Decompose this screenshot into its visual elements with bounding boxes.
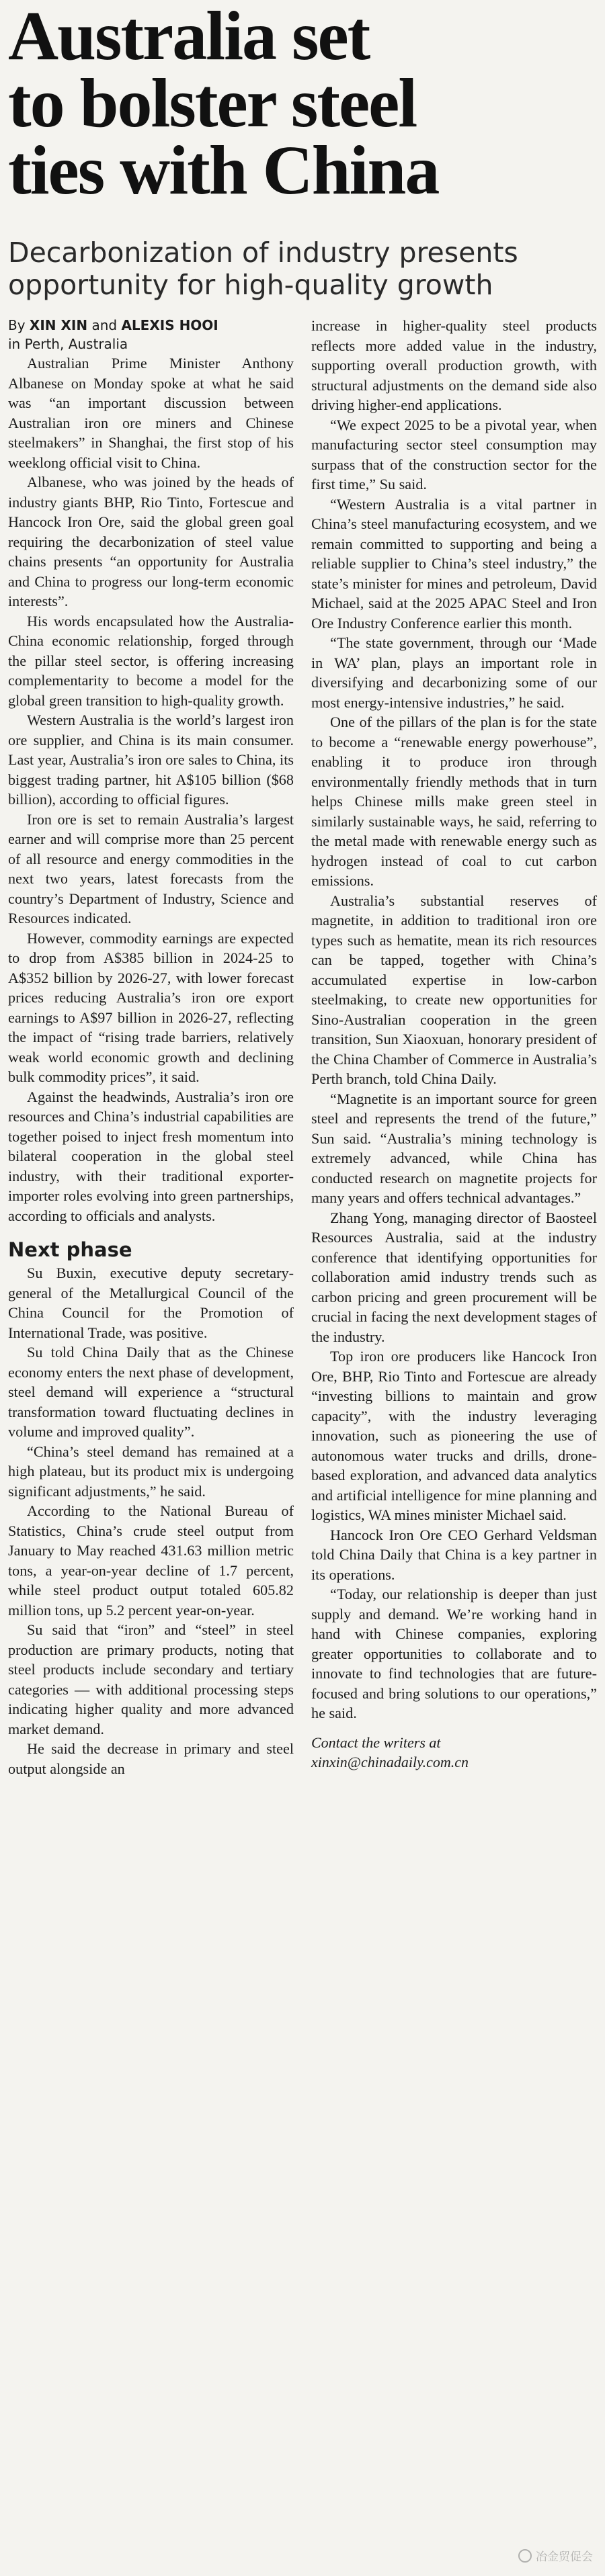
body-paragraph: Iron ore is set to remain Australia’s largest earner and will comprise more than 25 percent of all resource and energy commodities in the next two years, latest forecasts from the country’s Department of Industry, Science and Resources indicated. [8, 810, 294, 927]
byline-prefix: By [8, 317, 26, 333]
body-paragraph: “We expect 2025 to be a pivotal year, when manufacturing sector steel consumption may surpass that of the construction sector for the first time,” Su said. [311, 416, 597, 492]
body-paragraph: However, commodity earnings are expected to drop from A$385 billion in 2024-25 to A$352 billion by 2026-27, with lower forecast prices reducing Australia’s iron ore export earnings to A$97 billion in 2026-27, reflecting the impact of “rising trade barriers, relatively weak world economic growth and declining bulk commodity prices”, it said. [8, 929, 294, 1085]
subheadline-line: opportunity for high-quality growth [8, 269, 493, 301]
subheadline [8, 237, 597, 301]
watermark [518, 2547, 593, 2564]
body-paragraph: “Today, our relationship is deeper than just supply and demand. We’re working hand in hand with Chinese companies, exploring greater opportunities to collaborate and to innovate to find technologies that are future-focused and bring solutions to our operations,” he said. [311, 1586, 597, 1721]
body-paragraph: Top iron ore producers like Hancock Iron Ore, BHP, Rio Tinto and Fortescue are already “investing billions to maintain and grow capacity”, with the industry leveraging innovation, such as pioneering the use of autonomous water trucks and drills, drone-based exploration, and advanced data analytics and artificial intelligence for mine planning and logistics, WA mines minister Michael said. [311, 1348, 597, 1523]
body-paragraph: Su Buxin, executive deputy secretary-general of the Metallurgical Council of the China Council for the Promotion of International Trade, was positive. [8, 1264, 294, 1341]
body-paragraph: He said the decrease in primary and steel output alongside an [8, 1740, 294, 1777]
right-column [311, 316, 597, 1778]
byline-conjunction: and [91, 317, 118, 333]
left-column [8, 316, 294, 1778]
body-paragraph: His words encapsulated how the Australia-China economic relationship, forged through the pillar steel sector, is offering increasing complementarity to become a model for the global green transition to high-quality growth. [8, 612, 294, 709]
body-paragraph: “China’s steel demand has remained at a high plateau, but its product mix is undergoing significant adjustments,” he said. [8, 1443, 294, 1500]
body-paragraph: Zhang Yong, managing director of Baosteel Resources Australia, said at the industry conference that identifying opportunities for collaboration amid industry trends such as carbon pricing and green procurement will be crucial in facing the next development stages of the industry. [311, 1209, 597, 1345]
body-paragraph: increase in higher-quality steel products reflects more added value in the industry, supporting overall production growth, with structural adjustments on the demand side also driving higher-end applications. [311, 317, 597, 413]
contact-line [311, 1733, 597, 1772]
headline-line: Australia set [8, 0, 370, 75]
body-paragraph: Hancock Iron Ore CEO Gerhard Veldsman told China Daily that China is a key partner in its operations. [311, 1526, 597, 1583]
headline-line: ties with China [8, 132, 439, 209]
byline-author-2: ALEXIS HOOI [121, 317, 218, 333]
body-paragraph: Australian Prime Minister Anthony Albanese on Monday spoke at what he said was “an important discussion between Australian iron ore miners and Chinese steelmakers” in Shanghai, the first stop of his weeklong official visit to China. [8, 355, 294, 471]
subheadline-line: Decarbonization of industry presents [8, 237, 518, 269]
body-paragraph: One of the pillars of the plan is for the state to become a “renewable energy powerhouse”, enabling it to produce iron through environmentally friendly methods that in turn helps Chinese mills make green steel in similarly sustainable ways, he said, referring to the metal made with renewable energy such as hydrogen instead of coal to cut carbon emissions. [311, 714, 597, 889]
body-paragraph: “Magnetite is an important source for green steel and represents the trend of the future,” Sun said. “Australia’s mining technology is extremely advanced, while China has conducted research on magnetite projects for many years and offers technical advantages.” [311, 1090, 597, 1206]
watermark-logo-icon [518, 2549, 532, 2563]
byline [8, 316, 294, 335]
headline-line: to bolster steel [8, 65, 417, 142]
headline [8, 0, 597, 209]
body-paragraph: Su told China Daily that as the Chinese economy enters the next phase of development, steel demand will experience a “structural transformation toward fluctuating declines in volume and improved quality”. [8, 1344, 294, 1440]
watermark-text: 冶金贸促会 [536, 2550, 593, 2564]
body-paragraph: Against the headwinds, Australia’s iron ore resources and China’s industrial capabilities are together poised to inject fresh momentum into bilateral cooperation in the global steel industry, with their traditional exporter-importer roles evolving into green partnerships, according to officials and analysts. [8, 1088, 294, 1224]
byline-author-1: XIN XIN [29, 317, 88, 333]
body-paragraph: Albanese, who was joined by the heads of industry giants BHP, Rio Tinto, Fortescue and Hancock Iron Ore, said the global green goal requiring the decarbonization of steel value chains presents “an opportunity for Australia and China to progress our long-term economic interests”. [8, 474, 294, 609]
body-paragraph: “Western Australia is a vital partner in China’s steel manufacturing ecosystem, and we remain committed to supporting and being a reliable supplier to China’s steel industry,” the state’s minister for mines and petroleum, David Michael, said at the 2025 APAC Steel and Iron Ore Industry Conference earlier this month. [311, 495, 597, 632]
section-heading: Next phase [8, 1238, 132, 1261]
body-paragraph: Western Australia is the world’s largest iron ore supplier, and China is its main consumer. Last year, Australia’s iron ore sales to China, its biggest trading partner, hit A$105 billion ($68 billion), according to official figures. [8, 712, 294, 808]
article-body [8, 316, 597, 1778]
body-paragraph: Australia’s substantial reserves of magnetite, in addition to traditional iron ore types such as hematite, mean its rich resources can be tapped, together with China’s accumulated expertise in low-carbon steelmaking, to create new opportunities for Sino-Australian cooperation in the green transition, Sun Xiaoxuan, honorary president of the China Chamber of Commerce in Australia’s Perth branch, told China Daily. [311, 892, 597, 1087]
dateline-location: in Perth, Australia [8, 336, 128, 352]
contact-email-link[interactable]: xinxin@chinadaily.com.cn [311, 1753, 469, 1770]
body-paragraph: Su said that “iron” and “steel” in steel production are primary products, noting that steel products include secondary and tertiary categories — with additional processing steps indicating higher quality and more advanced market demand. [8, 1621, 294, 1737]
body-paragraph: “The state government, through our ‘Made in WA’ plan, plays an important role in diversifying and decarbonizing some of our most energy-intensive industries,” he said. [311, 634, 597, 711]
contact-label: Contact the writers at [311, 1733, 441, 1751]
body-paragraph: According to the National Bureau of Statistics, China’s crude steel output from January to May reached 431.63 million metric tons, a year-on-year decline of 1.7 percent, while steel product output totaled 605.82 million tons, up 5.2 percent year-on-year. [8, 1502, 294, 1619]
